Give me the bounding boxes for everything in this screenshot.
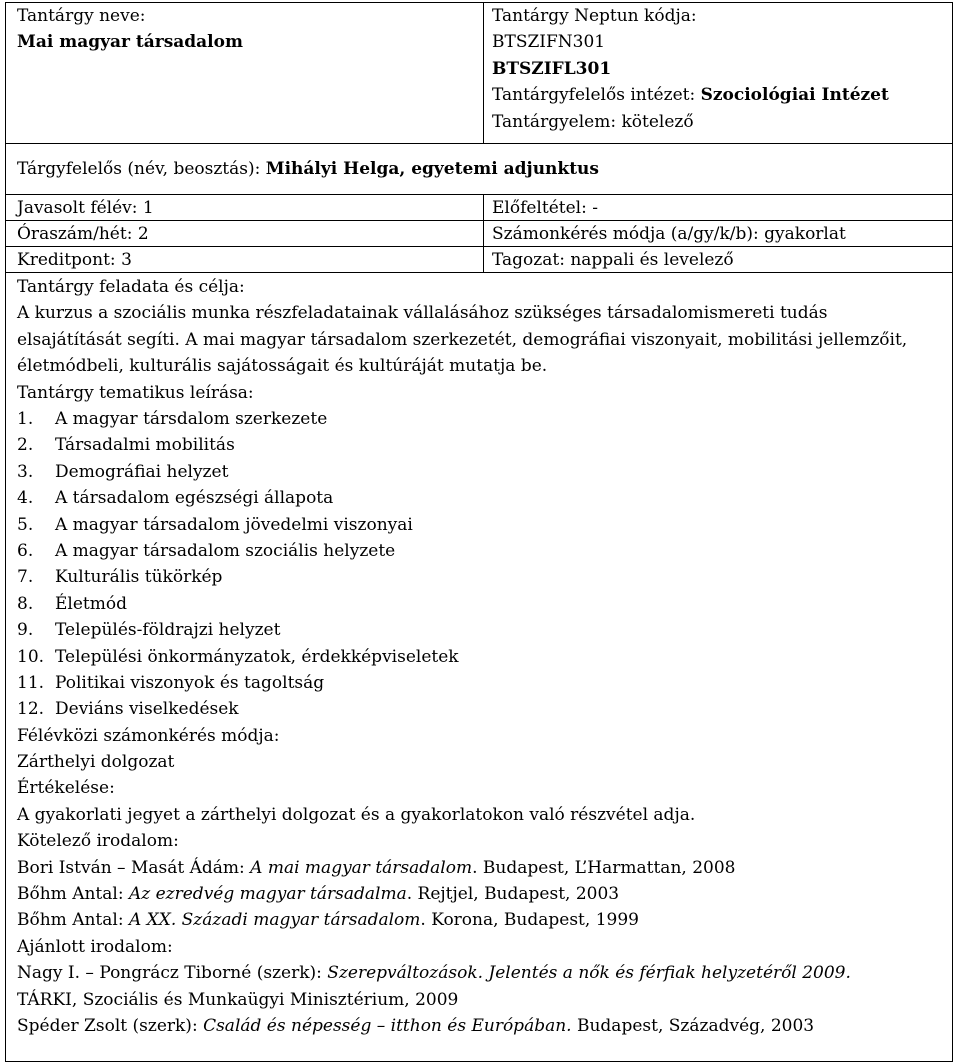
list-item: 9. Település-földrajzi helyzet — [17, 620, 281, 641]
list-item: 11. Politikai viszonyok és tagoltság — [17, 672, 325, 693]
semester: Javasolt félév: 1 — [6, 195, 484, 221]
course-body — [6, 273, 952, 1039]
neptun-code-1: BTSZIFN301 — [492, 32, 606, 53]
list-item: 7. Kulturális tükörkép — [17, 567, 223, 588]
neptun-label: Tantárgy Neptun kódja: — [492, 6, 697, 26]
topics-label: Tantárgy tematikus leírása: — [17, 382, 254, 403]
responsible-person: Mihályi Helga, egyetemi adjunktus — [265, 159, 599, 179]
evaluation-label: Értékelése: — [17, 778, 115, 799]
reference-item: Spéder Zsolt (szerk): Család és népesség – itthon és Európában. Budapest, Századvég, 2003 — [17, 1015, 815, 1036]
info-row-1 — [6, 195, 952, 221]
subject-element: Tantárgyelem: kötelező — [492, 111, 694, 132]
info-row-3 — [6, 247, 952, 273]
prerequisite: Előfeltétel: - — [492, 198, 598, 218]
subject-name-cell — [6, 3, 484, 143]
subject-name: Mai magyar társadalom — [17, 32, 243, 53]
reference-item: Bőhm Antal: A XX. Századi magyar társadalom. Korona, Budapest, 1999 — [17, 910, 639, 931]
list-item: 12. Deviáns viselkedések — [17, 699, 239, 720]
list-item: 3. Demográfiai helyzet — [17, 461, 229, 482]
reference-item: TÁRKI, Szociális és Munkaügyi Minisztérium, 2009 — [17, 989, 459, 1010]
list-item: 6. A magyar társadalom szociális helyzete — [17, 540, 396, 561]
list-item: 5. A magyar társadalom jövedelmi viszonyai — [17, 514, 413, 535]
list-item: 8. Életmód — [17, 593, 127, 614]
list-item: 10. Települési önkormányzatok, érdekképviseletek — [17, 646, 459, 667]
aim-label: Tantárgy feladata és célja: — [17, 277, 245, 297]
reference-item: Bőhm Antal: Az ezredvég magyar társadalma. Rejtjel, Budapest, 2003 — [17, 884, 620, 905]
subject-name-label: Tantárgy neve: — [17, 6, 146, 26]
institute: Szociológiai Intézet — [700, 85, 889, 106]
institute-label: Tantárgyfelelős intézet: — [492, 85, 701, 106]
responsible-label: Tárgyfelelős (név, beosztás): — [17, 159, 266, 179]
course-description-sheet — [5, 2, 953, 1062]
info-row-2 — [6, 221, 952, 247]
reference-item: Nagy I. – Pongrácz Tiborné (szerk): Szerepváltozások. Jelentés a nők és férfiak helyzetéről 2009. — [17, 963, 851, 984]
credits: Kreditpont: 3 — [6, 247, 484, 273]
hours-per-week: Óraszám/hét: 2 — [6, 221, 484, 247]
midterm-label: Félévközi számonkérés módja: — [17, 725, 280, 746]
recommended-reading-label: Ajánlott irodalom: — [17, 936, 173, 957]
topics-list — [17, 406, 938, 723]
evaluation-value: A gyakorlati jegyet a zárthelyi dolgozat és a gyakorlatokon való részvétel adja. — [17, 804, 696, 825]
required-reading-label: Kötelező irodalom: — [17, 831, 179, 852]
neptun-code-2: BTSZIFL301 — [492, 58, 612, 79]
list-item: 1. A magyar társdalom szerkezete — [17, 409, 328, 429]
study-mode: Tagozat: nappali és levelező — [492, 250, 734, 270]
responsible-row — [6, 144, 952, 195]
midterm-value: Zárthelyi dolgozat — [17, 752, 175, 773]
list-item: 4. A társadalom egészségi állapota — [17, 488, 334, 509]
reference-item: Bori István – Masát Ádám: A mai magyar társadalom. Budapest, L’Harmattan, 2008 — [17, 857, 736, 878]
list-item: 2. Társadalmi mobilitás — [17, 435, 235, 456]
header-row — [6, 3, 952, 144]
neptun-cell — [484, 3, 952, 143]
assessment-type: Számonkérés módja (a/gy/k/b): gyakorlat — [492, 224, 846, 244]
aim-text: A kurzus a szociális munka részfeladatainak vállalásához szükséges társadalomismereti tudás elsajátítását segíti. A mai magyar társadalom szerkezetét, demográfiai viszonyait, mobilitási jellemzőit, életmódbeli, kulturális sajátosságait és kultúráját mutatja be. — [17, 303, 908, 377]
